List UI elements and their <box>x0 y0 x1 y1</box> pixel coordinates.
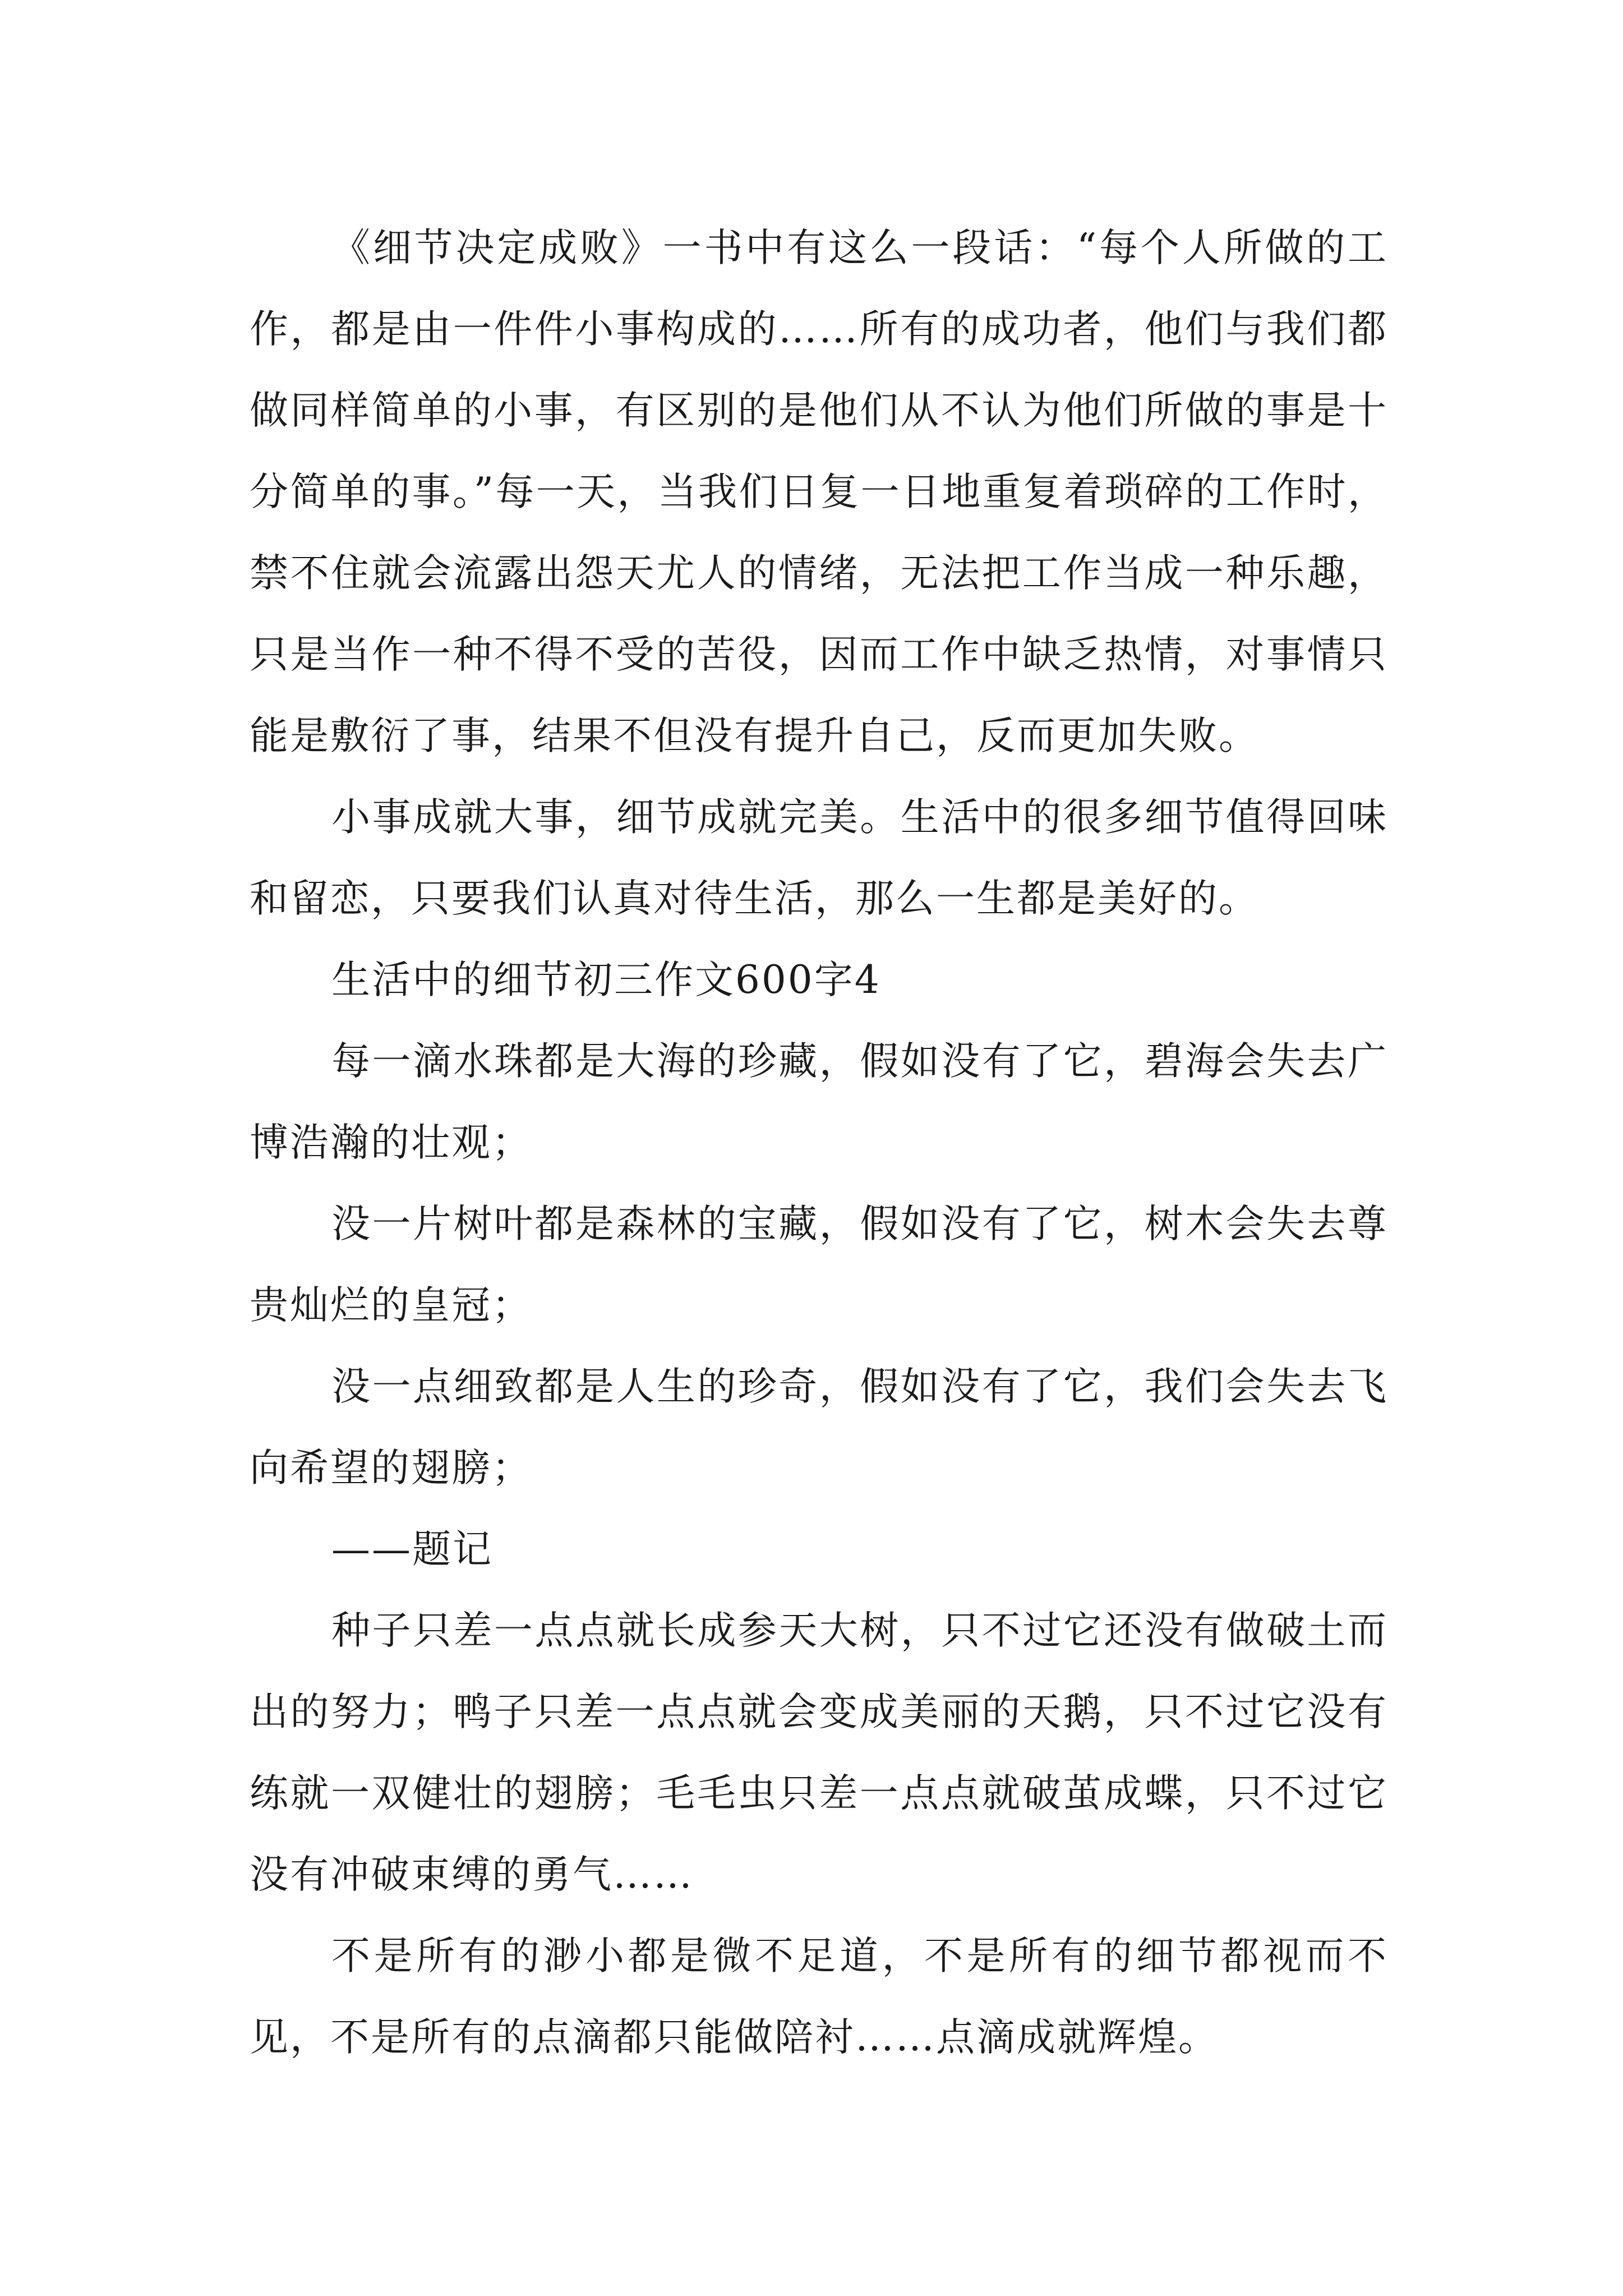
section-heading: 生活中的细节初三作文600字4 <box>331 958 881 1002</box>
paragraph: 没一点细致都是人生的珍奇，假如没有了它，我们会失去飞向希望的翅膀； <box>250 1364 1388 1490</box>
paragraph: 不是所有的渺小都是微不足道，不是所有的细节都视而不见，不是所有的点滴都只能做陪衬……点滴成就辉煌。 <box>250 1934 1388 2060</box>
paragraph: 小事成就大事，细节成就完美。生活中的很多细节值得回味和留恋，只要我们认真对待生活，那么一生都是美好的。 <box>250 795 1388 921</box>
epigraph-attribution: ——题记 <box>331 1527 493 1572</box>
paragraph: 没一片树叶都是森林的宝藏，假如没有了它，树木会失去尊贵灿烂的皇冠； <box>250 1202 1388 1328</box>
paragraph: 种子只差一点点就长成参天大树，只不过它还没有做破土而出的努力；鸭子只差一点点就会变成美丽的天鹅，只不过它没有练就一双健壮的翅膀；毛毛虫只差一点点就破茧成蝶，只不过它没有冲破束缚的勇气…… <box>250 1608 1388 1897</box>
article-body <box>250 208 1388 2078</box>
paragraph: 每一滴水珠都是大海的珍藏，假如没有了它，碧海会失去广博浩瀚的壮观； <box>250 1039 1388 1165</box>
paragraph: 《细节决定成败》一书中有这么一段话：“每个人所做的工作，都是由一件件小事构成的……所有的成功者，他们与我们都做同样简单的小事，有区别的是他们从不认为他们所做的事是十分简单的事。”每一天，当我们日复一日地重复着琐碎的工作时，禁不住就会流露出怨天尤人的情绪，无法把工作当成一种乐趣，只是当作一种不得不受的苦役，因而工作中缺乏热情，对事情只能是敷衍了事，结果不但没有提升自己，反而更加失败。 <box>250 226 1388 758</box>
